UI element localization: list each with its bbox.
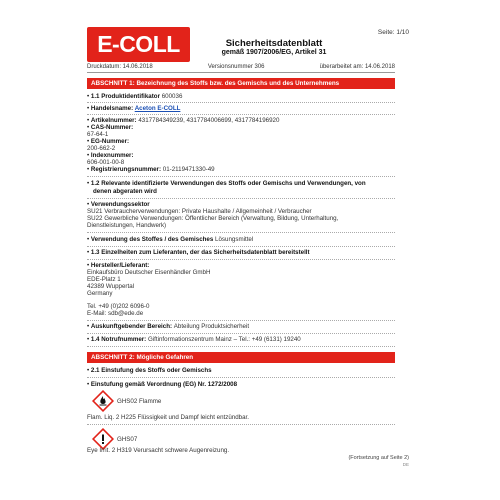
ghs02-label: GHS02 Flamme: [117, 398, 162, 405]
e-coll-logo: [87, 27, 190, 62]
ghs02-flame-icon: [92, 390, 114, 412]
index-number-value: 606-001-00-8: [87, 159, 125, 166]
info-department: [87, 323, 249, 331]
use-of-substance: [87, 236, 253, 244]
index-number-label: • Indexnummer:: [87, 152, 134, 160]
cas-number-label: • CAS-Nummer:: [87, 124, 133, 132]
divider: [87, 424, 395, 425]
trade-name-label: Handelsname:: [90, 105, 134, 112]
divider: [87, 114, 395, 115]
flammable-liquid-statement: Flam. Liq. 2 H225 Flüssigkeit und Dampf leicht entzündbar.: [87, 414, 249, 421]
ec-number-value: 200-662-2: [87, 145, 116, 152]
registration-number-value: 01-2119471330-49: [162, 166, 215, 173]
document-subtitle: gemäß 1907/2006/EG, Artikel 31: [221, 49, 327, 56]
emergency-number: [87, 336, 301, 344]
sector-su21: SU21 Verbraucherverwendungen: Private Haushalte / Allgemeinheit / Verbraucher: [87, 208, 312, 215]
sector-su22-cont: Dienstleistungen, Handwerk): [87, 222, 167, 229]
section-1-heading: ABSCHNITT 1: Bezeichnung des Stoffs bzw. des Gemischs und des Unternehmens: [87, 78, 395, 89]
product-identifier: [87, 93, 182, 101]
divider: [87, 246, 395, 247]
document-meta: [87, 64, 395, 73]
divider: [87, 377, 395, 378]
eye-irritation-statement: Eye Irrit. 2 H319 Verursacht schwere Augenreizung.: [87, 447, 230, 454]
use-value: Lösungsmittel: [215, 236, 254, 243]
regulation-label: • Einstufung gemäß Verordnung (EG) Nr. 1272/2008: [87, 381, 237, 389]
divider: [87, 232, 395, 233]
divider: [87, 102, 395, 103]
revision-date: überarbeitet am: 14.06.2018: [319, 64, 395, 70]
registration-number-label: Registrierungsnummer:: [90, 166, 162, 173]
supplier-heading: • 1.3 Einzelheiten zum Lieferanten, der das Sicherheitsdatenblatt bereitstellt: [87, 249, 310, 257]
trade-name: [87, 105, 180, 113]
divider: [87, 333, 395, 334]
ghs07-label: GHS07: [117, 436, 138, 443]
divider: [87, 259, 395, 260]
manufacturer-label: • Hersteller/Lieferant:: [87, 262, 149, 270]
cas-number-value: 67-64-1: [87, 131, 109, 138]
section-2-heading: ABSCHNITT 2: Mögliche Gefahren: [87, 352, 395, 363]
article-number-value: 4317784349239, 4317784006699, 4317784196920: [138, 117, 280, 124]
supplier-phone: Tel. +49 (0)202 6096-0: [87, 303, 150, 310]
page-number: Seite: 1/10: [377, 29, 409, 36]
footer-code: DE: [402, 462, 409, 467]
divider: [87, 198, 395, 199]
product-identifier-label: 1.1 Produktidentifikator: [90, 93, 160, 100]
address-line-3: 42389 Wuppertal: [87, 283, 135, 290]
sector-su22: SU22 Gewerbliche Verwendungen: Öffentlicher Bereich (Verwaltung, Bildung, Unterhaltung,: [87, 215, 339, 222]
emergency-label: 1.4 Notrufnummer:: [90, 336, 147, 343]
uses-heading-line-1: • 1.2 Relevante identifizierte Verwendungen des Stoffs oder Gemischs und Verwendungen, von: [87, 180, 366, 188]
uses-heading-line-2: denen abgeraten wird: [93, 188, 157, 195]
supplier-email[interactable]: E-Mail: sdb@ede.de: [87, 310, 144, 317]
ec-number-label: • EG-Nummer:: [87, 138, 129, 146]
print-date: Druckdatum: 14.06.2018: [87, 64, 153, 70]
product-identifier-value: 600036: [161, 93, 183, 100]
address-line-1: Einkaufsbüro Deutscher Eisenhändler GmbH: [87, 269, 211, 276]
continued-note: (Fortsetzung auf Seite 2): [348, 455, 409, 461]
address-line-2: EDE-Platz 1: [87, 276, 121, 283]
info-value: Abteilung Produktsicherheit: [173, 323, 250, 330]
divider: [87, 320, 395, 321]
article-number-label: Artikelnummer:: [90, 117, 137, 124]
info-label: Auskunftgebender Bereich:: [90, 323, 173, 330]
divider: [87, 176, 395, 177]
version-number: Versionsnummer 306: [207, 64, 265, 70]
trade-name-link[interactable]: Aceton E-COLL: [134, 105, 181, 112]
emergency-value: Giftinformationszentrum Mainz – Tel.: +49 (6131) 19240: [147, 336, 301, 343]
registration-number: [87, 166, 215, 174]
classification-heading: • 2.1 Einstufung des Stoffs oder Gemischs: [87, 367, 212, 375]
logo-text: E-COLL: [97, 31, 180, 57]
divider: [87, 346, 395, 347]
address-line-4: Germany: [87, 290, 113, 297]
document-title: Sicherheitsdatenblatt: [225, 38, 323, 49]
use-label: Verwendung des Stoffes / des Gemisches: [90, 236, 214, 243]
sector-label: • Verwendungssektor: [87, 201, 150, 209]
